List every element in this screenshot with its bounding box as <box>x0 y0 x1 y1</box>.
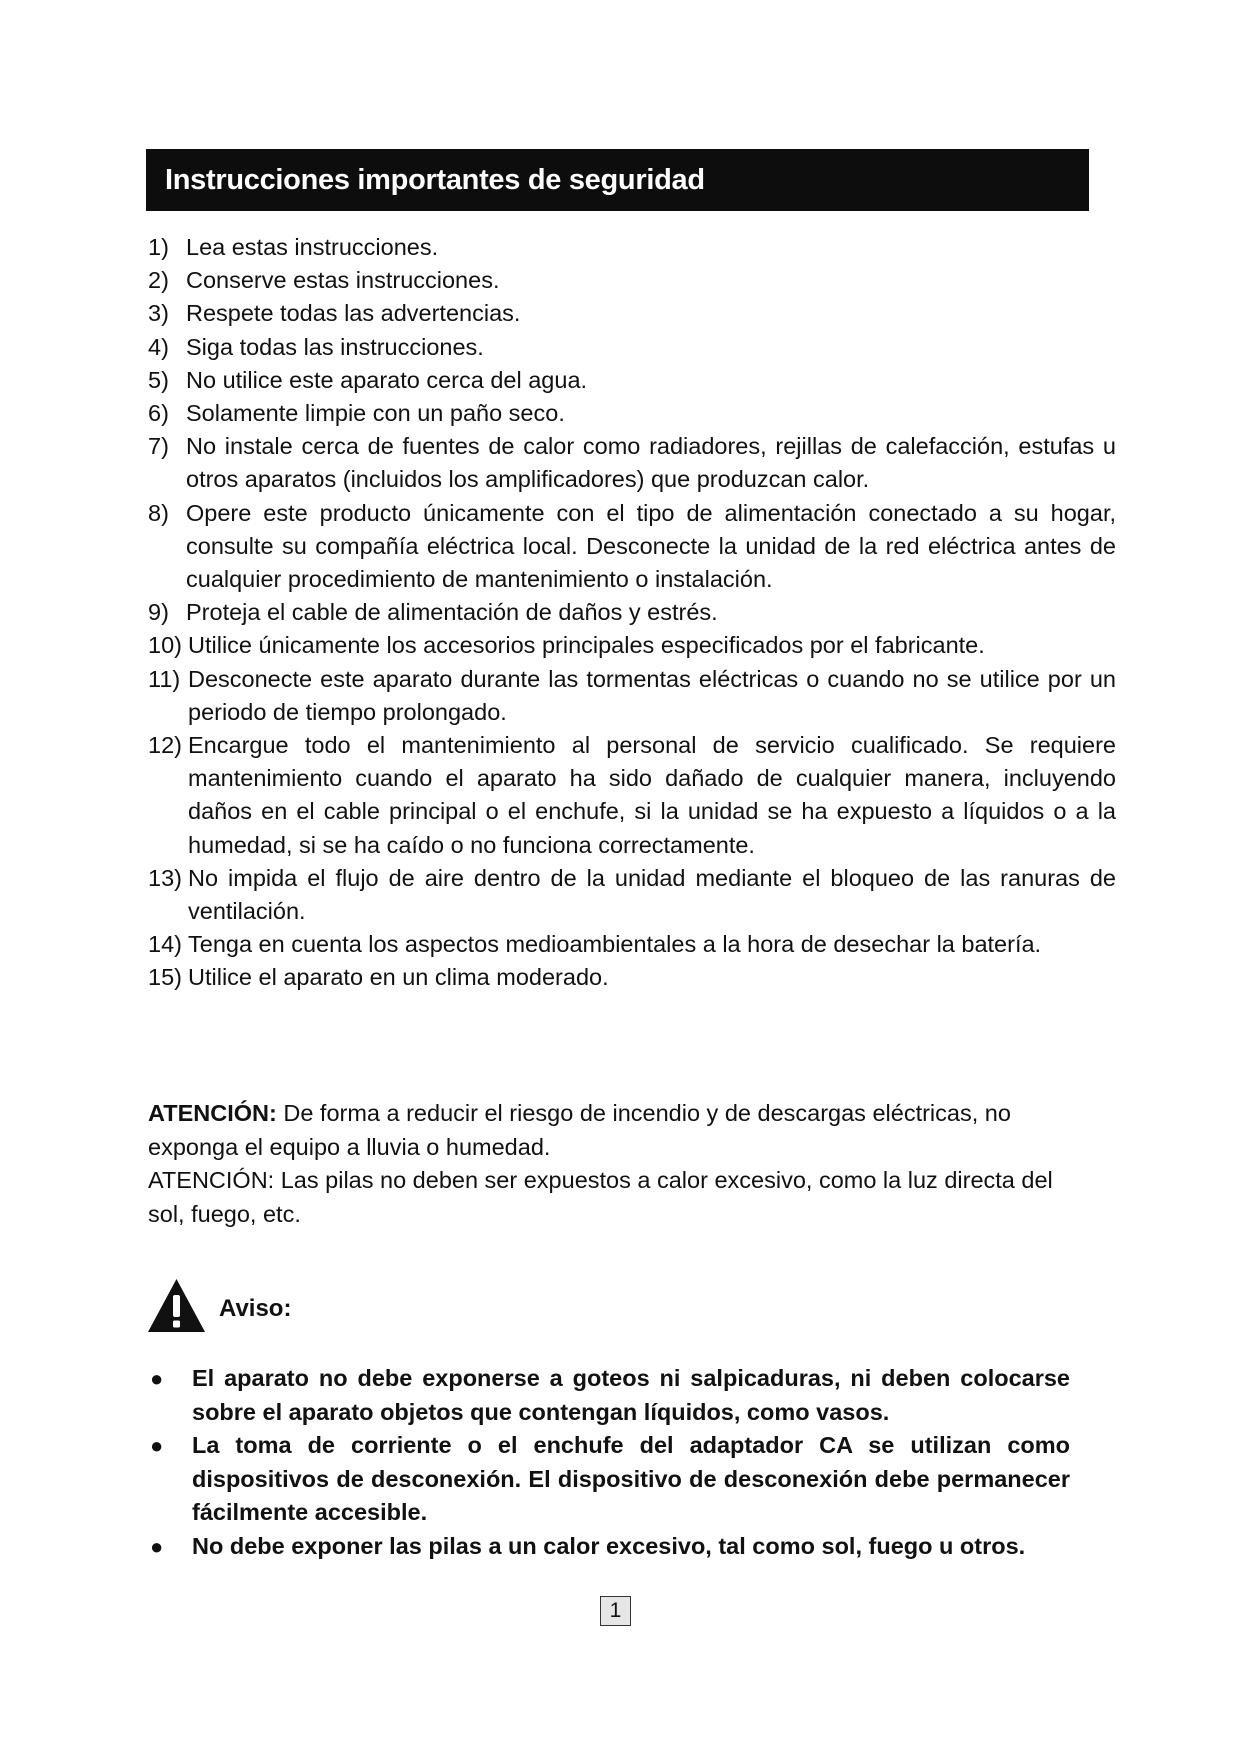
instruction-item <box>148 729 1116 862</box>
instruction-number: 2) <box>148 267 169 294</box>
instruction-item <box>148 928 1116 961</box>
instruction-text: Utilice únicamente los accesorios principales especificados por el fabricante. <box>188 632 985 659</box>
instruction-item <box>148 297 1116 330</box>
instruction-number: 8) <box>148 499 169 526</box>
instruction-number: 14) <box>148 931 182 958</box>
attention-label: ATENCIÓN: <box>148 1100 277 1126</box>
section-title-bar <box>146 149 1089 211</box>
instruction-number: 6) <box>148 400 169 427</box>
instruction-text: No instale cerca de fuentes de calor como radiadores, rejillas de calefacción, estufas u otros aparatos (incluidos los amplificadores) que produzcan calor. <box>186 433 1116 493</box>
instruction-number: 12) <box>148 732 182 759</box>
instruction-number: 15) <box>148 964 182 991</box>
warning-text: No debe exponer las pilas a un calor excesivo, tal como sol, fuego u otros. <box>192 1532 1026 1559</box>
instruction-number: 11) <box>148 665 181 692</box>
instruction-item <box>148 264 1116 297</box>
bullet-icon: ● <box>150 1533 164 1559</box>
warning-text: El aparato no debe exponerse a goteos ni salpicaduras, ni deben colocarse sobre el aparato objetos que contengan líquidos, como vasos. <box>192 1365 1070 1425</box>
instruction-text: Solamente limpie con un paño seco. <box>186 400 565 427</box>
instruction-item <box>148 397 1116 430</box>
safety-instructions-list <box>148 231 1116 995</box>
instruction-item <box>148 497 1116 597</box>
warning-label: Aviso: <box>219 1294 292 1322</box>
instruction-text: No utilice este aparato cerca del agua. <box>186 366 588 393</box>
warning-text: La toma de corriente o el enchufe del adaptador CA se utilizan como dispositivos de desconexión. El dispositivo de desconexión debe permanecer fácilmente accesible. <box>192 1432 1070 1525</box>
bullet-icon: ● <box>150 1433 164 1458</box>
instruction-text: Lea estas instrucciones. <box>186 234 439 260</box>
section-title: Instrucciones importantes de seguridad <box>165 163 705 196</box>
instruction-item <box>148 663 1116 729</box>
instruction-item <box>148 961 1116 994</box>
instruction-text: Respete todas las advertencias. <box>186 300 521 327</box>
instruction-text: Tenga en cuenta los aspectos medioambientales a la hora de desechar la batería. <box>188 931 1042 958</box>
warning-heading <box>146 1277 291 1334</box>
instruction-text: No impida el flujo de aire dentro de la unidad mediante el bloqueo de las ranuras de ventilación. <box>188 864 1116 925</box>
warning-item <box>150 1429 1070 1530</box>
instruction-number: 4) <box>148 333 169 360</box>
instruction-item <box>148 331 1116 364</box>
instruction-item <box>148 596 1116 629</box>
instruction-text: Encargue todo el mantenimiento al personal de servicio cualificado. Se requiere mantenimiento cuando el aparato ha sido dañado de cualquier manera, incluyendo daños en el cable principal o el enchufe, si la unidad se ha expuesto a líquidos o a la humedad, si se ha caído o no funciona correctamente. <box>188 732 1116 858</box>
instruction-item <box>148 430 1116 496</box>
page-number: 1 <box>600 1596 631 1626</box>
instruction-text: Conserve estas instrucciones. <box>186 267 500 294</box>
attention-paragraph <box>148 1097 1088 1164</box>
instruction-number: 7) <box>148 433 169 460</box>
bullet-icon: ● <box>150 1366 164 1391</box>
instruction-text: Siga todas las instrucciones. <box>186 333 484 360</box>
instruction-item <box>148 364 1116 397</box>
instruction-number: 5) <box>148 366 169 393</box>
instruction-text: Proteja el cable de alimentación de daños y estrés. <box>186 599 718 626</box>
instruction-number: 1) <box>148 234 169 260</box>
instruction-number: 10) <box>148 632 182 659</box>
warning-item <box>150 1362 1070 1429</box>
instruction-item <box>148 629 1116 662</box>
attention-block <box>148 1097 1088 1231</box>
instruction-item <box>148 231 1116 264</box>
instruction-number: 3) <box>148 300 169 327</box>
warning-item <box>150 1530 1070 1564</box>
instruction-text: Opere este producto únicamente con el tipo de alimentación conectado a su hogar, consulte su compañía eléctrica local. Desconecte la unidad de la red eléctrica antes de cualquier procedimiento de mantenimiento o instalación. <box>186 499 1116 593</box>
instruction-item <box>148 862 1116 928</box>
instruction-number: 9) <box>148 599 169 626</box>
instruction-number: 13) <box>148 864 182 891</box>
instruction-text: Desconecte este aparato durante las tormentas eléctricas o cuando no se utilice por un periodo de tiempo prolongado. <box>188 665 1116 725</box>
attention-paragraph-batteries: ATENCIÓN: Las pilas no deben ser expuestos a calor excesivo, como la luz directa del sol, fuego, etc. <box>148 1167 1053 1227</box>
warning-list <box>150 1362 1070 1563</box>
attention-text: De forma a reducir el riesgo de incendio y de descargas eléctricas, no exponga el equipo a lluvia o humedad. <box>148 1100 1011 1160</box>
warning-triangle-icon <box>146 1277 207 1334</box>
instruction-text: Utilice el aparato en un clima moderado. <box>188 964 609 991</box>
